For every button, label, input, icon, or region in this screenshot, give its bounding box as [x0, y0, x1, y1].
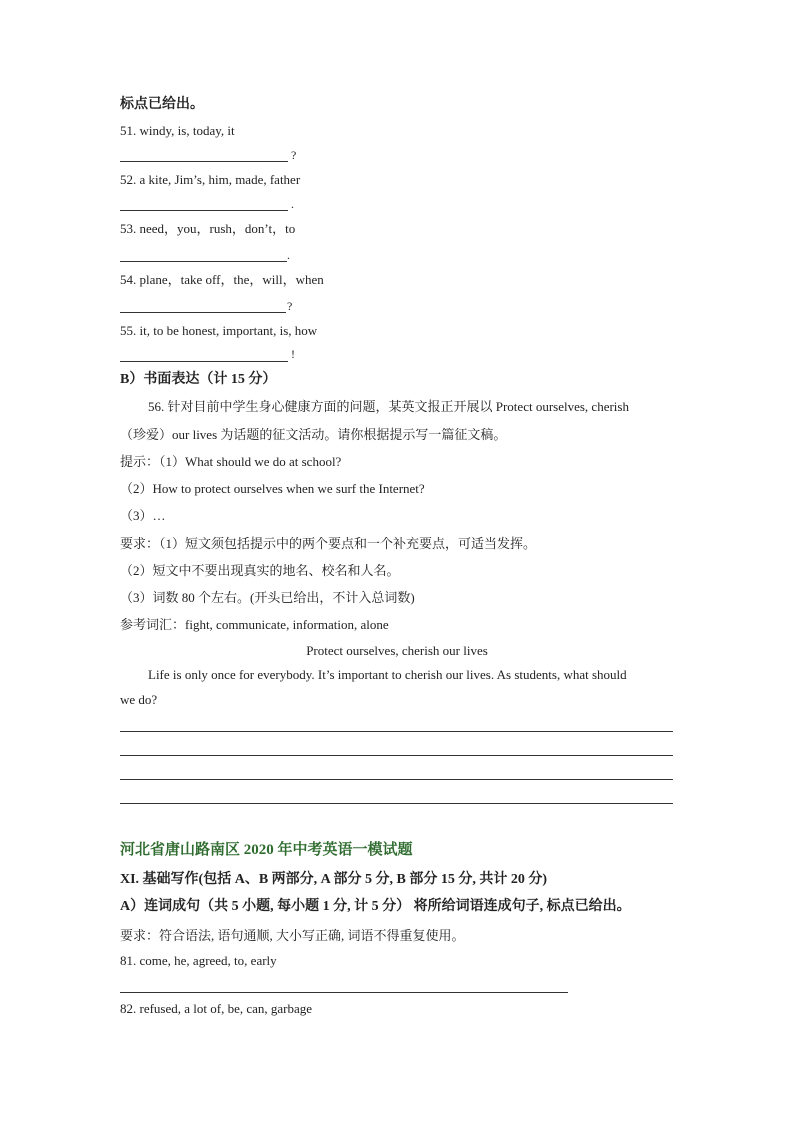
part-b-heading: B）书面表达（计 15 分）	[120, 372, 277, 387]
question-52: 52. a kite, Jim’s, him, made, father	[120, 172, 301, 187]
exam-title: 河北省唐山路南区 2020 年中考英语一模试题	[120, 842, 413, 858]
hint-1: 提示：（1）What should we do at school?	[120, 454, 342, 469]
answer-line-52[interactable]	[120, 210, 288, 211]
question-82: 82. refused, a lot of, be, can, garbage	[120, 1001, 313, 1016]
answer-punct-52: .	[291, 197, 294, 211]
writing-line[interactable]	[120, 779, 673, 780]
requirement-3: （3）词数 80 个左右。(开头已给出，不计入总词数)	[120, 590, 415, 605]
answer-punct-55: !	[291, 347, 295, 361]
hint-2: （2）How to protect ourselves when we surf the Internet?	[120, 481, 425, 496]
question-81: 81. come, he, agreed, to, early	[120, 953, 277, 968]
answer-line-54[interactable]	[120, 312, 286, 313]
writing-line[interactable]	[120, 803, 673, 804]
answer-line-53[interactable]	[120, 261, 287, 262]
instruction-tail: 标点已给出。	[120, 97, 204, 112]
question-53: 53. need，you，rush，don’t，to	[120, 221, 296, 236]
essay-opening-line2: we do?	[120, 692, 158, 707]
writing-line[interactable]	[120, 731, 673, 732]
reference-vocabulary: 参考词汇：fight, communicate, information, alone	[120, 617, 389, 632]
answer-punct-53: .	[287, 248, 290, 262]
writing-line[interactable]	[120, 755, 673, 756]
answer-punct-51: ?	[291, 148, 297, 162]
task-56-line1: 56. 针对目前中学生身心健康方面的问题，某英文报正开展以 Protect ourselves, cherish	[148, 399, 629, 414]
answer-line-55[interactable]	[120, 361, 288, 362]
hint-3: （3）…	[120, 508, 166, 523]
requirement-1: 要求：（1）短文须包括提示中的两个要点和一个补充要点，可适当发挥。	[120, 536, 537, 551]
section-a-heading: A）连词成句（共 5 小题, 每小题 1 分, 计 5 分） 将所给词语连成句子, 标点已给出。	[120, 899, 631, 914]
answer-punct-54: ?	[287, 299, 293, 313]
answer-line-51[interactable]	[120, 161, 288, 162]
question-54: 54. plane，take off，the，will，when	[120, 272, 324, 287]
question-55: 55. it, to be honest, important, is, how	[120, 323, 318, 338]
requirement-line: 要求：符合语法, 语句通顺, 大小写正确, 词语不得重复使用。	[120, 928, 465, 943]
answer-line-81[interactable]	[120, 992, 568, 993]
question-51: 51. windy, is, today, it	[120, 123, 235, 138]
section-xi-heading: XI. 基础写作(包括 A、B 两部分, A 部分 5 分, B 部分 15 分, 共计 20 分)	[120, 872, 548, 887]
essay-opening-line1: Life is only once for everybody. It’s important to cherish our lives. As students, what should	[148, 667, 627, 682]
essay-title: Protect ourselves, cherish our lives	[306, 643, 488, 658]
task-56-line2: （珍爱）our lives 为话题的征文活动。请你根据提示写一篇征文稿。	[120, 427, 507, 442]
requirement-2: （2）短文中不要出现真实的地名、校名和人名。	[120, 563, 400, 578]
